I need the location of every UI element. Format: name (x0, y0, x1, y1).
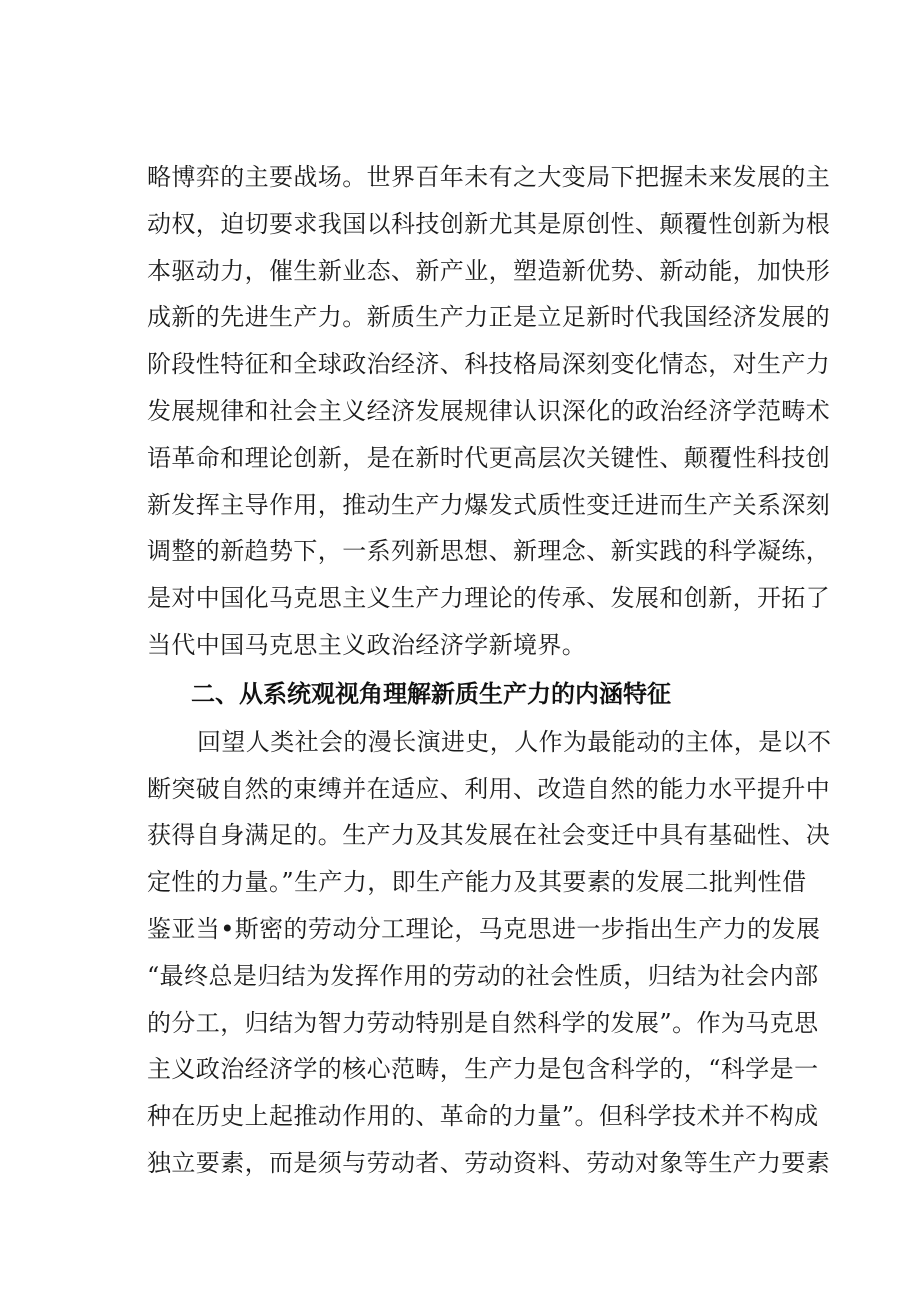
text-line: 断突破自然的束缚并在适应、利用、改造自然的能力水平提升中 (147, 774, 831, 803)
text-line: 是对中国化马克思主义生产力理论的传承、发展和创新，开拓了 (147, 584, 831, 613)
text-line: 回望人类社会的漫长演进史，人作为最能动的主体，是以不 (197, 727, 832, 756)
text-line: 种在历史上起推动作用的、革命的力量”。但科学技术并不构成 (147, 1102, 819, 1131)
text-line: 调整的新趋势下，一系列新思想、新理念、新实践的科学凝练， (147, 537, 831, 566)
text-line: 本驱动力，催生新业态、新产业，塑造新优势、新动能，加快形 (147, 256, 831, 285)
text-line: 鉴亚当•斯密的劳动分工理论，马克思进一步指出生产力的发展 (147, 914, 821, 943)
text-line: 新发挥主导作用，推动生产力爆发式质性变迁进而生产关系深刻 (147, 490, 831, 519)
text-line: 成新的先进生产力。新质生产力正是立足新时代我国经济发展的 (147, 303, 831, 332)
paragraph-2 (147, 719, 832, 1187)
text-line: 当代中国马克思主义政治经济学新境界。 (147, 630, 587, 659)
text-line: 独立要素，而是须与劳动者、劳动资料、劳动对象等生产力要素 (147, 1148, 831, 1177)
text-line: 发展规律和社会主义经济发展规律认识深化的政治经济学范畴术 (147, 396, 831, 425)
body-text (147, 154, 832, 1187)
paragraph-1 (147, 154, 831, 669)
text-line: 的分工，归结为智力劳动特别是自然科学的发展”。作为马克思 (147, 1008, 819, 1037)
section-heading: 二、从系统观视角理解新质生产力的内涵特征 (191, 679, 671, 708)
text-line: “最终总是归结为发挥作用的劳动的社会性质，归结为社会内部 (147, 961, 819, 990)
text-line: 阶段性特征和全球政治经济、科技格局深刻变化情态，对生产力 (147, 350, 831, 379)
text-line: 获得自身满足的。生产力及其发展在社会变迁中具有基础性、决 (147, 821, 831, 850)
text-line: 动权，迫切要求我国以科技创新尤其是原创性、颠覆性创新为根 (147, 209, 831, 238)
text-line: 主义政治经济学的核心范畴，生产力是包含科学的，“科学是一 (147, 1055, 819, 1084)
text-line: 语革命和理论创新，是在新时代更高层次关键性、颠覆性科技创 (147, 443, 831, 472)
text-line: 略博弈的主要战场。世界百年未有之大变局下把握未来发展的主 (147, 163, 831, 191)
text-line: 定性的力量。”生产力，即生产能力及其要素的发展二批判性借 (147, 868, 807, 897)
